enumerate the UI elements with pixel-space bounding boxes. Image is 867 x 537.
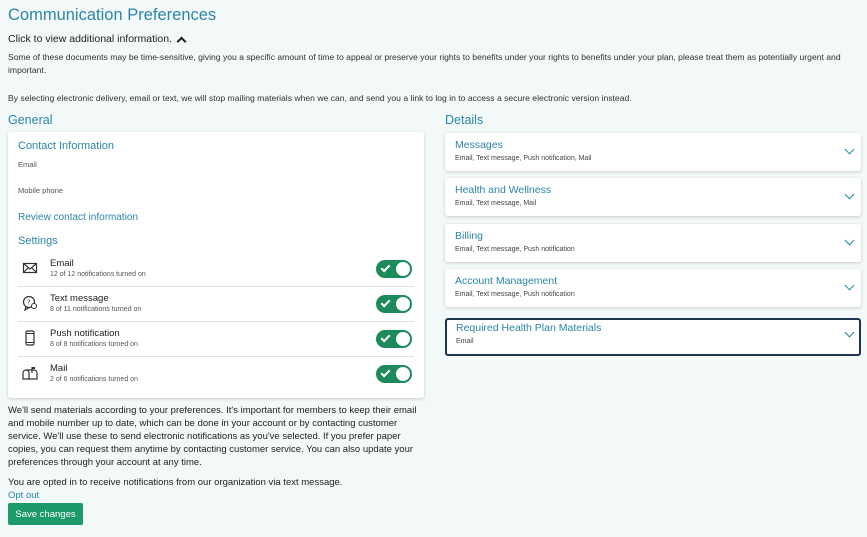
setting-row-mail: [18, 357, 414, 392]
page-title: Communication Preferences: [8, 6, 217, 24]
detail-billing[interactable]: [445, 224, 861, 262]
detail-title: Required Health Plan Materials: [456, 322, 602, 334]
chat-bubble-icon: [22, 295, 38, 311]
detail-account-management[interactable]: [445, 269, 861, 307]
detail-health-and-wellness[interactable]: [445, 178, 861, 216]
setting-count: 2 of 6 notifications turned on: [50, 376, 138, 383]
chevron-down-icon: [845, 145, 855, 155]
contact-information-title: Contact Information: [18, 140, 114, 152]
chevron-down-icon: [845, 190, 855, 200]
setting-name: Mail: [50, 363, 68, 374]
settings-heading: Settings: [18, 235, 58, 247]
general-card: [8, 132, 424, 398]
detail-channels: Email, Text message, Push notification: [455, 246, 575, 253]
save-changes-button[interactable]: Save changes: [8, 503, 83, 525]
opt-out-link[interactable]: Opt out: [8, 490, 40, 501]
chevron-down-icon: [845, 236, 855, 246]
setting-row-text-message: [18, 287, 414, 322]
mobile-phone-label: Mobile phone: [18, 186, 64, 195]
push-notification-toggle[interactable]: [376, 330, 412, 348]
additional-info-label: Click to view additional information.: [8, 33, 172, 45]
check-icon: [381, 333, 391, 343]
general-heading: General: [8, 113, 53, 127]
detail-title: Account Management: [455, 275, 558, 287]
email-toggle[interactable]: [376, 260, 412, 278]
setting-count: 12 of 12 notifications turned on: [50, 271, 146, 278]
svg-text:?: ?: [27, 298, 31, 307]
opted-in-text: You are opted in to receive notifications from our organization via text message.: [8, 477, 343, 488]
chevron-up-icon: [177, 36, 187, 46]
time-sensitive-notice: Some of these documents may be time-sensitive, giving you a specific amount of time to appeal or preserve your rights to benefits under your rights to benefits under your plan, please treat them as potentially urgent and important.: [8, 52, 841, 75]
mobile-phone-icon: [22, 330, 38, 346]
setting-count: 8 of 8 notifications turned on: [50, 341, 138, 348]
detail-channels: Email: [456, 338, 474, 345]
detail-channels: Email, Text message, Push notification: [455, 291, 575, 298]
detail-title: Messages: [455, 139, 503, 151]
check-icon: [381, 368, 391, 378]
preferences-info-text: We'll send materials according to your preferences. It's important for members to keep their email and mobile number up to date, which can be done in your account or by contacting customer service. We'll use these to send electronic notifications as you've selected. If you prefer paper copies, you can request them anytime by contacting customer service. You can also update your preferences through your account at any time.: [8, 405, 417, 468]
mail-toggle[interactable]: [376, 365, 412, 383]
detail-channels: Email, Text message, Mail: [455, 200, 537, 207]
detail-channels: Email, Text message, Push notification, Mail: [455, 155, 592, 162]
check-icon: [381, 298, 391, 308]
check-icon: [381, 263, 391, 273]
detail-title: Health and Wellness: [455, 184, 552, 196]
setting-name: Push notification: [50, 328, 120, 339]
electronic-delivery-notice: By selecting electronic delivery, email or text, we will stop mailing materials when we can, and send you a link to log in to access a secure electronic version instead.: [8, 93, 632, 103]
review-contact-link[interactable]: Review contact information: [18, 212, 139, 223]
detail-title: Billing: [455, 230, 484, 242]
mailbox-icon: [22, 365, 38, 381]
setting-row-email: [18, 252, 414, 287]
envelope-icon: [22, 260, 38, 276]
setting-row-push-notification: [18, 322, 414, 357]
additional-info-toggle[interactable]: [8, 33, 185, 45]
detail-required-health-plan-materials[interactable]: [445, 318, 861, 356]
email-label: Email: [18, 160, 37, 169]
chevron-down-icon: [845, 328, 855, 338]
details-heading: Details: [445, 113, 484, 127]
setting-count: 8 of 11 notifications turned on: [50, 306, 142, 313]
text-message-toggle[interactable]: [376, 295, 412, 313]
chevron-down-icon: [845, 281, 855, 291]
setting-name: Email: [50, 258, 74, 269]
detail-messages[interactable]: [445, 133, 861, 171]
setting-name: Text message: [50, 293, 109, 304]
